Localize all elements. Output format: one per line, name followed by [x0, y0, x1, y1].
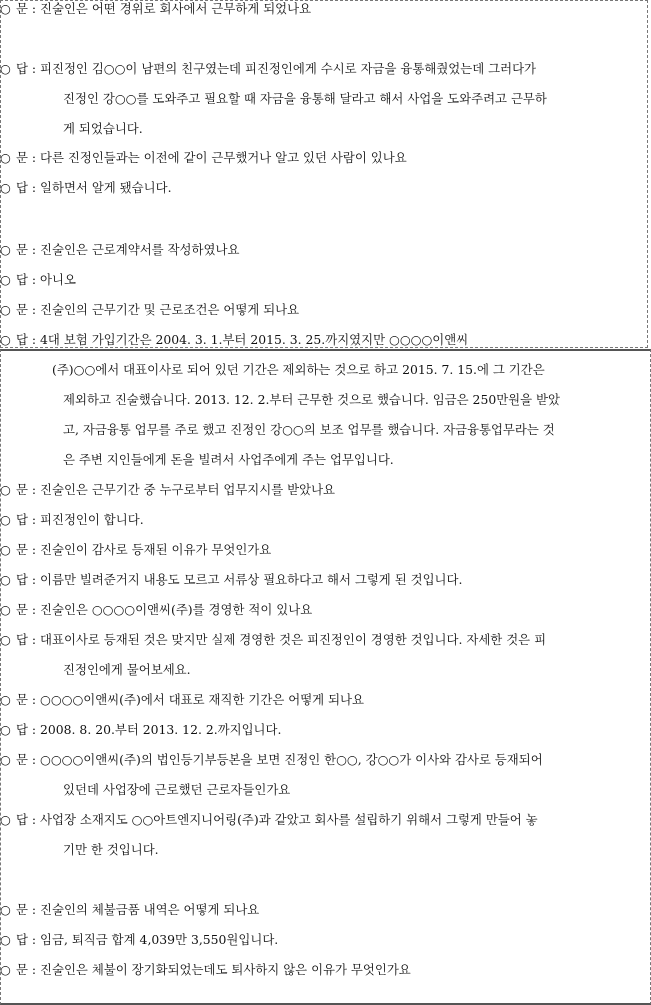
qa-line: ○ 답 : 4대 보험 가입기간은 2004. 3. 1.부터 2015. 3. 25.까지였지만 ○○○○이앤씨: [0, 332, 469, 347]
qa-line: ○ 답 : 피진정인이 합니다.: [0, 512, 144, 527]
qa-line: ○ 문 : 진술인의 근무기간 및 근로조건은 어떻게 되나요: [0, 302, 300, 317]
qa-line: ○ 문 : ○○○○이앤씨(주)에서 대표로 재직한 기간은 어떻게 되나요: [0, 692, 364, 707]
statement-box-top: [0, 0, 648, 348]
qa-line-continuation: 진정인 강○○를 도와주고 필요할 때 자금을 융통해 달라고 해서 사업을 도와주려고 근무하: [63, 91, 547, 106]
qa-line: ○ 문 : 진술인이 감사로 등재된 이유가 무엇인가요: [0, 542, 272, 557]
qa-line: ○ 문 : 진술인은 근로계약서를 작성하였나요: [0, 242, 240, 257]
qa-line-continuation: 은 주변 지인들에게 돈을 빌려서 사업주에게 주는 업무입니다.: [63, 452, 394, 467]
qa-line-continuation: 있던데 사업장에 근로했던 근로자들인가요: [63, 782, 291, 797]
qa-line: ○ 문 : 진술인은 어떤 경위로 회사에서 근무하게 되었나요: [0, 1, 312, 16]
qa-line: ○ 답 : 피진정인 김○○이 남편의 친구였는데 피진정인에게 수시로 자금을 융통해줬었는데 그러다가: [0, 61, 537, 76]
qa-line: ○ 답 : 대표이사로 등재된 것은 맞지만 실제 경영한 것은 피진정인이 경영한 것입니다. 자세한 것은 피: [0, 632, 547, 647]
qa-line: ○ 문 : 진술인은 ○○○○이앤씨(주)를 경영한 적이 있나요: [0, 602, 313, 617]
qa-line-continuation: 게 되었습니다.: [63, 121, 143, 136]
qa-line: ○ 문 : ○○○○이앤씨(주)의 법인등기부등본을 보면 진정인 한○○, 강○○가 이사와 감사로 등재되어: [0, 752, 543, 767]
qa-line: ○ 답 : 아니오: [0, 272, 76, 287]
qa-line-continuation: 기만 한 것입니다.: [63, 842, 159, 857]
qa-line-continuation: (주)○○에서 대표이사로 되어 있던 기간은 제외하는 것으로 하고 2015. 7. 15.에 그 기간은: [52, 362, 545, 377]
qa-line: ○ 답 : 이름만 빌려준거지 내용도 모르고 서류상 필요하다고 해서 그렇게 된 것입니다.: [0, 572, 463, 587]
qa-line: ○ 답 : 일하면서 알게 됐습니다.: [0, 180, 172, 195]
qa-line: ○ 답 : 임금, 퇴직금 합계 4,039만 3,550원입니다.: [0, 932, 279, 947]
qa-line: ○ 문 : 진술인은 체불이 장기화되었는데도 퇴사하지 않은 이유가 무엇인가요: [0, 962, 411, 977]
qa-line: ○ 문 : 진술인의 체불금품 내역은 어떻게 되나요: [0, 902, 260, 917]
qa-line: ○ 문 : 다른 진정인들과는 이전에 같이 근무했거나 알고 있던 사람이 있나요: [0, 150, 407, 165]
qa-line: ○ 답 : 2008. 8. 20.부터 2013. 12. 2.까지입니다.: [0, 722, 282, 737]
qa-line: ○ 문 : 진술인은 근무기간 중 누구로부터 업무지시를 받았나요: [0, 482, 336, 497]
qa-line: ○ 답 : 사업장 소재지도 ○○아트엔지니어링(주)과 같았고 회사를 설립하기 위해서 그렇게 만들어 놓: [0, 812, 538, 827]
qa-line-continuation: 진정인에게 물어보세요.: [63, 662, 191, 677]
qa-line-continuation: 고, 자금융통 업무를 주로 했고 진정인 강○○의 보조 업무를 했습니다. 자금융통업무라는 것: [63, 422, 555, 437]
qa-line-continuation: 제외하고 진술했습니다. 2013. 12. 2.부터 근무한 것으로 했습니다. 임금은 250만원을 받았: [63, 392, 560, 407]
